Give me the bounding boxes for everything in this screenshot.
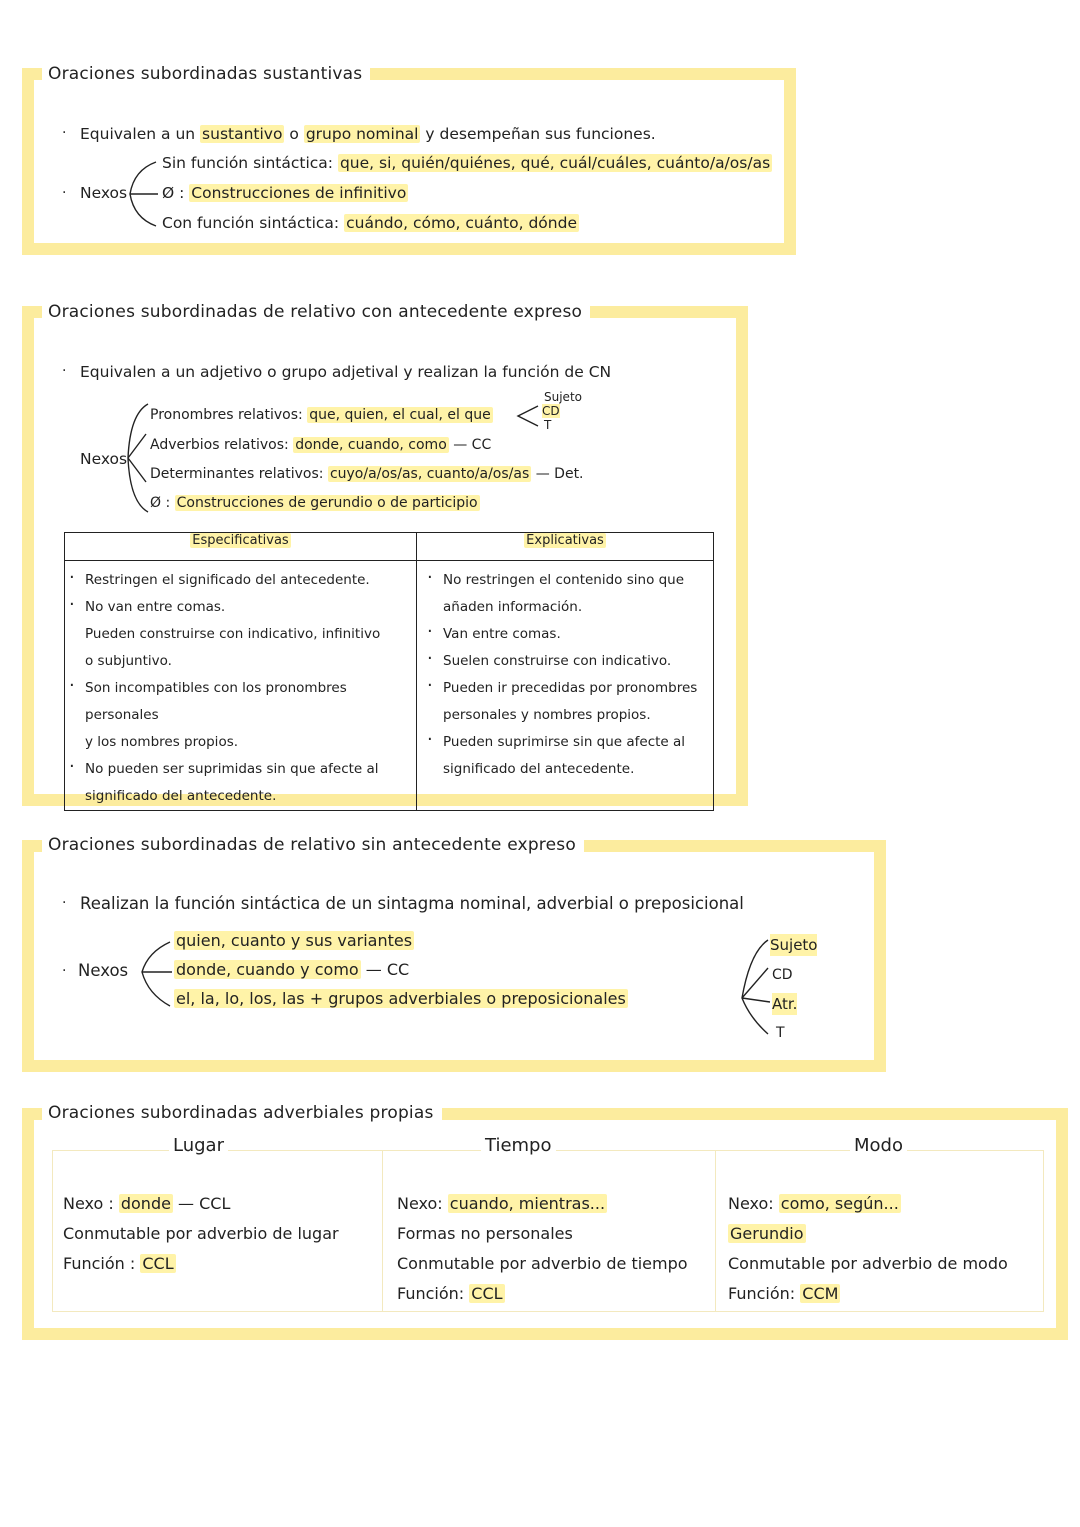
column-head-tiempo: Tiempo (481, 1135, 556, 1156)
nexo-articulos: el, la, lo, los, las + grupos adverbiales o preposicionales (176, 989, 626, 1008)
column-line-highlight: Gerundio (730, 1224, 804, 1243)
explicativas-item: · Van entre comas. (443, 621, 707, 648)
explicativas-item: significado del antecedente. (443, 761, 635, 777)
column-line-highlight: cuando, mientras... (449, 1194, 606, 1213)
nexo-infinitivo: Ø : Construcciones de infinitivo (162, 184, 407, 202)
brace-icon (738, 938, 772, 1036)
explicativas-item: · Pueden suprimirse sin que afecte al (443, 729, 707, 756)
especificativas-item: · Son incompatibles con los pronombres personales (85, 675, 410, 729)
column-line-text: Nexo : (63, 1194, 119, 1213)
column-line-suffix: — CCL (172, 1194, 231, 1213)
adverbiales-columns (52, 1135, 1044, 1312)
column-line-highlight: CCM (802, 1284, 839, 1303)
section-title-relativo-sin-antecedente: Oraciones subordinadas de relativo sin antecedente expreso (42, 833, 584, 857)
func-cd: CD (542, 404, 560, 418)
nexos-label: Nexos (80, 450, 128, 468)
nexo-sin-funcion: Sin función sintáctica: que, si, quién/quiénes, qué, cuál/cuáles, cuánto/a/os/as (162, 154, 771, 172)
explicativas-item: añaden información. (443, 599, 583, 615)
column-head-modo: Modo (850, 1135, 907, 1156)
table-header-especificativas: Especificativas (65, 533, 417, 561)
column-line-text: Conmutable por adverbio de lugar (63, 1224, 339, 1243)
column-line (397, 1249, 688, 1279)
bullet: · (62, 963, 67, 979)
column-modo (716, 1135, 1043, 1311)
table-header-explicativas: Explicativas (417, 533, 714, 561)
column-line (63, 1249, 339, 1279)
column-line-highlight: CCL (471, 1284, 503, 1303)
explicativas-item: · Pueden ir precedidas por pronombres (443, 675, 707, 702)
bullet: · (62, 363, 67, 379)
column-line-text: Conmutable por adverbio de tiempo (397, 1254, 688, 1273)
column-tiempo (383, 1135, 716, 1311)
column-line-text: Función : (63, 1254, 141, 1273)
explicativas-list (443, 567, 707, 783)
especificativas-cell (65, 561, 417, 811)
especificativas-item: · Restringen el significado del antecedente. (85, 567, 410, 594)
comparison-table (64, 532, 714, 811)
bullet: · (62, 185, 67, 201)
func-sujeto: Sujeto (770, 936, 818, 954)
column-line (397, 1279, 688, 1309)
nexos-label: Nexos (78, 961, 129, 980)
sin-antecedente-definition: Realizan la función sintáctica de un sintagma nominal, adverbial o preposicional (80, 894, 744, 913)
column-line-text: Formas no personales (397, 1224, 573, 1243)
especificativas-item: y los nombres propios. (85, 734, 239, 750)
brace-icon (126, 160, 162, 228)
column-line-text: Nexo: (728, 1194, 779, 1213)
column-line-text: Función: (397, 1284, 470, 1303)
func-cd: CD (772, 967, 793, 983)
bullet: · (62, 895, 67, 911)
brace-icon (138, 940, 174, 1008)
section-title-sustantivas: Oraciones subordinadas sustantivas (42, 62, 370, 86)
column-line (728, 1219, 1008, 1249)
nexo-determinantes-relativos: Determinantes relativos: cuyo/a/os/as, cuanto/a/os/as — Det. (150, 466, 584, 482)
explicativas-cell (417, 561, 714, 811)
column-line-highlight: donde (120, 1194, 171, 1213)
column-line (397, 1219, 688, 1249)
column-lugar-lines (63, 1189, 339, 1279)
column-line-text: Función: (728, 1284, 801, 1303)
column-line (728, 1279, 1008, 1309)
nexo-quien-cuanto: quien, cuanto y sus variantes (176, 931, 413, 950)
column-line (728, 1249, 1008, 1279)
especificativas-item: Pueden construirse con indicativo, infinitivo (85, 626, 381, 642)
column-line-text: Conmutable por adverbio de modo (728, 1254, 1008, 1273)
column-line (728, 1189, 1008, 1219)
explicativas-item: · No restringen el contenido sino que (443, 567, 707, 594)
section-title-relativo-con-antecedente: Oraciones subordinadas de relativo con antecedente expreso (42, 300, 590, 324)
column-lugar (53, 1135, 383, 1311)
especificativas-list (85, 567, 410, 810)
especificativas-item: significado del antecedente. (85, 788, 277, 804)
func-sujeto: Sujeto (544, 390, 582, 404)
column-line (63, 1189, 339, 1219)
bullet: · (62, 125, 67, 141)
func-t: T (776, 1025, 785, 1041)
column-line-text: Nexo: (397, 1194, 448, 1213)
explicativas-item: personales y nombres propios. (443, 707, 651, 723)
especificativas-item: o subjuntivo. (85, 653, 172, 669)
func-t: T (544, 418, 552, 432)
explicativas-item: · Suelen construirse con indicativo. (443, 648, 707, 675)
nexo-donde-cuando-como: donde, cuando y como — CC (176, 960, 410, 979)
column-line (397, 1189, 688, 1219)
section-title-adverbiales: Oraciones subordinadas adverbiales propias (42, 1101, 442, 1125)
column-modo-lines (728, 1189, 1008, 1309)
especificativas-item: · No van entre comas. (85, 594, 410, 621)
nexo-pronombres-relativos: Pronombres relativos: que, quien, el cual, el que (150, 407, 491, 423)
nexo-con-funcion: Con función sintáctica: cuándo, cómo, cuánto, dónde (162, 214, 577, 232)
nexo-gerundio-participio: Ø : Construcciones de gerundio o de participio (150, 495, 478, 511)
column-line-highlight: CCL (142, 1254, 174, 1273)
nexo-adverbios-relativos: Adverbios relativos: donde, cuando, como — CC (150, 437, 492, 453)
brace-icon (516, 404, 540, 428)
relativo-definition: Equivalen a un adjetivo o grupo adjetival y realizan la función de CN (80, 363, 612, 381)
sustantivas-definition: Equivalen a un sustantivo o grupo nominal y desempeñan sus funciones. (80, 125, 656, 143)
nexos-label: Nexos (80, 184, 128, 202)
especificativas-item: · No pueden ser suprimidas sin que afecte al (85, 756, 410, 783)
column-tiempo-lines (397, 1189, 688, 1309)
column-line (63, 1219, 339, 1249)
column-line-highlight: como, según... (780, 1194, 899, 1213)
column-head-lugar: Lugar (169, 1135, 228, 1156)
func-atributo: Atr. (772, 995, 798, 1013)
